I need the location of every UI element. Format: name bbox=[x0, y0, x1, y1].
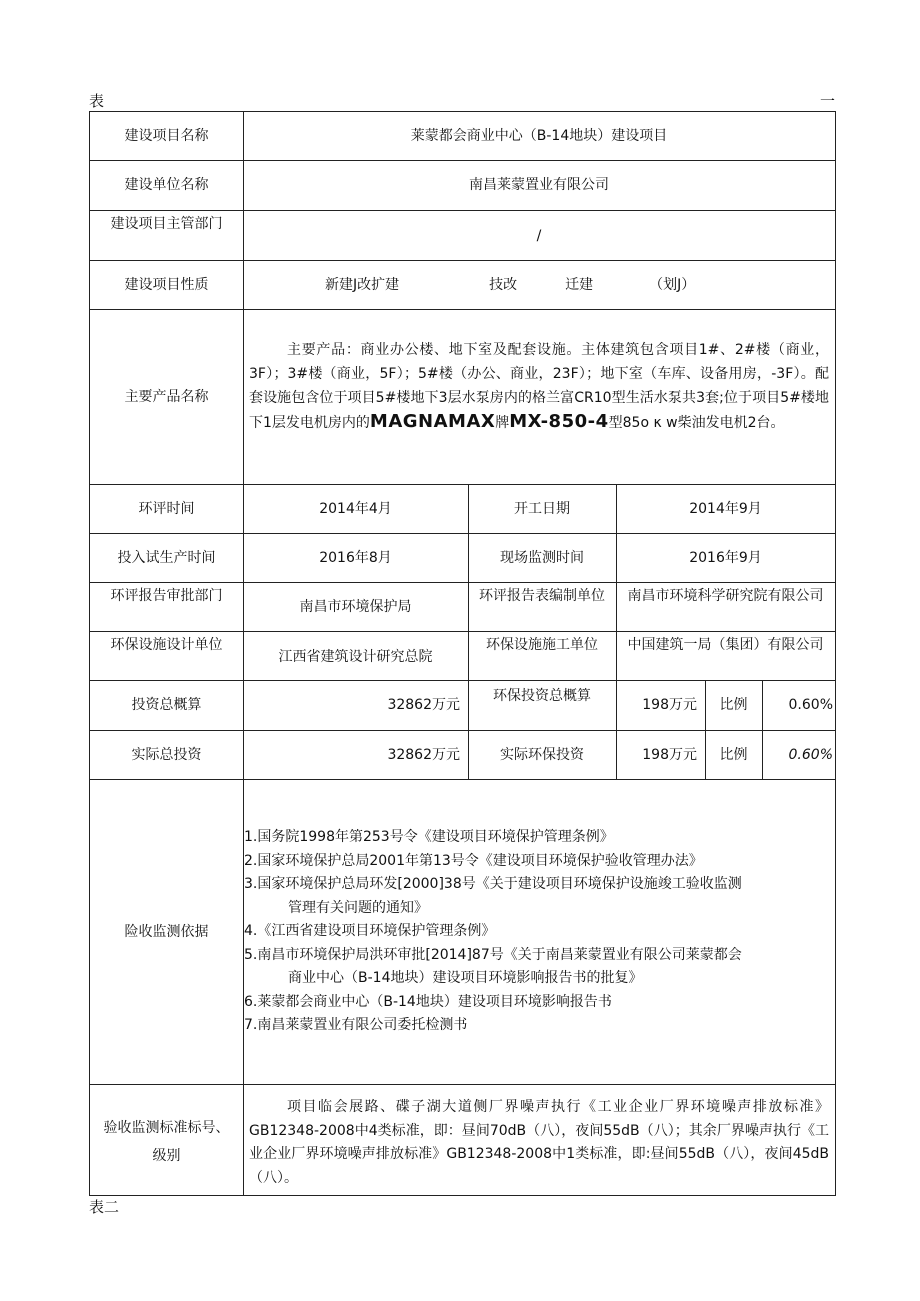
env-invest-value: 198万元 bbox=[642, 697, 697, 713]
design-value: 江西省建筑设计研究总院 bbox=[278, 649, 433, 665]
compiler-value: 南昌市环境科学研究院有限公司 bbox=[627, 588, 824, 604]
monitor-time-label: 现场监测时间 bbox=[500, 549, 584, 566]
trial-time-value: 2016年8月 bbox=[319, 549, 392, 566]
nature-label: 建设项目性质 bbox=[124, 276, 209, 293]
standard-label bbox=[90, 1114, 243, 1174]
nature-option-new: 新建J改扩建 bbox=[325, 276, 400, 293]
basis-list bbox=[244, 826, 835, 1066]
monitor-time-value: 2016年9月 bbox=[689, 549, 762, 566]
unit-name-label: 建设单位名称 bbox=[124, 177, 209, 193]
actual-value: 32862万元 bbox=[387, 746, 460, 763]
ratio-value: 0.60% bbox=[788, 697, 833, 713]
products-text-c: 型85o κ w柴油发电机2台。 bbox=[608, 415, 785, 431]
basis-item: 4.《江西省建设项目环境保护管理条例》 bbox=[244, 923, 496, 939]
basis-item: 7.南昌莱蒙置业有限公司委托检测书 bbox=[244, 1017, 468, 1033]
ratio-label: 比例 bbox=[719, 697, 748, 713]
start-date-value: 2014年9月 bbox=[689, 500, 762, 517]
compiler-label: 环评报告表编制单位 bbox=[479, 588, 605, 604]
dept-value: / bbox=[536, 228, 542, 244]
invest-value: 32862万元 bbox=[387, 697, 460, 713]
eia-time-label: 环评时间 bbox=[138, 500, 195, 517]
basis-item-cont: 管理有关问题的通知》 bbox=[288, 899, 428, 916]
construct-label: 环保设施施工单位 bbox=[486, 637, 598, 653]
footer-left: 表二 bbox=[89, 1198, 120, 1216]
nature-options bbox=[243, 260, 835, 309]
invest-label: 投资总概算 bbox=[131, 697, 202, 713]
nature-option-tech: 技改 bbox=[489, 276, 518, 293]
actual-ratio-label: 比例 bbox=[719, 746, 748, 763]
approval-value: 南昌市环境保护局 bbox=[299, 598, 412, 615]
report-table bbox=[89, 111, 836, 1196]
basis-item: 1.国务院1998年第253号令《建设项目环境保护管理条例》 bbox=[244, 829, 614, 845]
construct-value: 中国建筑一局（集团）有限公司 bbox=[627, 637, 824, 653]
trial-time-label: 投入试生产时间 bbox=[117, 549, 216, 566]
env-invest-label: 环保投资总概算 bbox=[493, 688, 591, 704]
dept-label: 建设项目主管部门 bbox=[110, 216, 223, 232]
products-label: 主要产品名称 bbox=[124, 388, 209, 405]
unit-name-value: 南昌莱蒙置业有限公司 bbox=[469, 177, 609, 193]
basis-item: 6.莱蒙都会商业中心（B-14地块）建设项目环境影响报告书 bbox=[244, 993, 612, 1010]
basis-item: 2.国家环境保护总局2001年第13号令《建设项目环境保护验收管理办法》 bbox=[244, 852, 703, 869]
products-text-b: 牌 bbox=[495, 415, 510, 431]
row-divider bbox=[90, 1084, 835, 1085]
design-label: 环保设施设计单位 bbox=[110, 637, 223, 653]
nature-option-move: 迁建 bbox=[565, 276, 594, 293]
actual-label: 实际总投资 bbox=[131, 746, 202, 763]
approval-label: 环评报告审批部门 bbox=[110, 588, 223, 604]
basis-item-cont: 商业中心（B-14地块）建设项目环境影响报告书的批复》 bbox=[288, 970, 643, 986]
nature-option-other: （划J） bbox=[649, 276, 696, 293]
products-model: MX-850-4 bbox=[509, 411, 609, 432]
header-right: 一 bbox=[820, 92, 836, 110]
basis-label: 险收监测依据 bbox=[124, 923, 209, 940]
eia-time-value: 2014年4月 bbox=[319, 500, 392, 517]
standard-label-b: 级别 bbox=[152, 1148, 181, 1164]
actual-ratio-value: 0.60% bbox=[788, 746, 833, 763]
products-text bbox=[243, 338, 835, 484]
actual-env-label: 实际环保投资 bbox=[500, 746, 584, 763]
standard-text: 项目临会展路、碟子湖大道侧厂界噪声执行《工业企业厂界环境噪声排放标准》GB12348-2008中4类标准，即：昼间70dB（八），夜间55dB（八）；其余厂界噪声执行《工业企业厂界环境噪声排放标准》GB12348-2008中1类标准，即:昼间55dB（八），夜间45dB（八）。 bbox=[249, 1099, 829, 1186]
products-text-a: 主要产品：商业办公楼、地下室及配套设施。主体建筑包含项目1#、2#楼（商业，3F）；3#楼（商业，5F）；5#楼（办公、商业，23F）；地下室（车库、设备用房，-3F）。配套设施包含位于项目5#楼地下3层水泵房内的格兰富CR10型生活水泵共3套;位于项目5#楼地下1层发电机房内的 bbox=[249, 342, 829, 431]
products-brand: MAGNAMAX bbox=[369, 411, 496, 432]
header-left: 表 bbox=[89, 92, 105, 110]
project-name-value: 莱蒙都会商业中心（B-14地块）建设项目 bbox=[410, 128, 668, 144]
project-name-label: 建设项目名称 bbox=[124, 128, 209, 144]
standard-label-a: 验收监测标准标号、 bbox=[103, 1120, 230, 1136]
basis-item: 3.国家环境保护总局环发[2000]38号《关于建设项目环境保护设施竣工验收监测 bbox=[244, 876, 742, 892]
actual-env-value: 198万元 bbox=[642, 746, 697, 763]
start-date-label: 开工日期 bbox=[514, 500, 570, 517]
basis-item: 5.南昌市环境保护局洪环审批[2014]87号《关于南昌莱蒙置业有限公司莱蒙都会 bbox=[244, 946, 742, 963]
